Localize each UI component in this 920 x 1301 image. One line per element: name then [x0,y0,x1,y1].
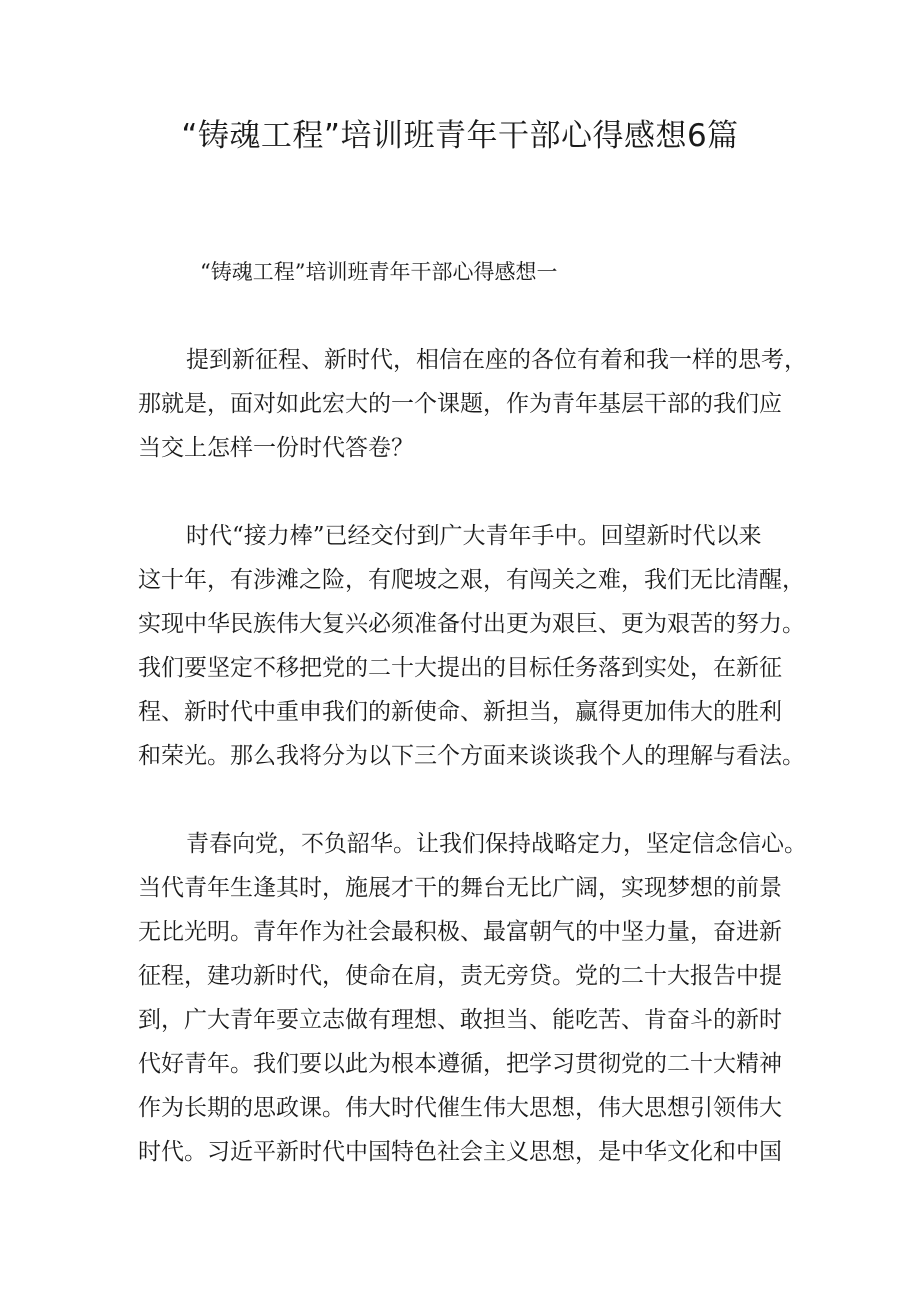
paragraph-line: 当交上怎样一份时代答卷？ [138,435,414,461]
paragraph-line: 程、新时代中重申我们的新使命、新担当，赢得更加伟大的胜利 [138,699,782,725]
paragraph-line: 青春向党，不负韶华。让我们保持战略定力，坚定信念信心。 [186,831,807,857]
paragraph-line: 时代“接力棒”已经交付到广大青年手中。回望新时代以来 [186,523,762,549]
paragraph-line: 我们要坚定不移把党的二十大提出的目标任务落到实处，在新征 [138,655,782,681]
section-subtitle: “铸魂工程”培训班青年干部心得感想一 [200,260,558,284]
paragraph-3 [138,822,807,1174]
paragraph-line: 那就是，面对如此宏大的一个课题，作为青年基层干部的我们应 [138,391,782,417]
paragraph-line: 这十年，有涉滩之险，有爬坡之艰，有闯关之难，我们无比清醒， [138,567,805,593]
paragraph-line: 和荣光。那么我将分为以下三个方面来谈谈我个人的理解与看法。 [138,743,805,769]
paragraph-1 [138,338,807,470]
paragraph-line: 征程，建功新时代，使命在肩，责无旁贷。党的二十大报告中提 [138,963,782,989]
paragraph-line: 到，广大青年要立志做有理想、敢担当、能吃苦、肯奋斗的新时 [138,1007,782,1033]
paragraph-line: 提到新征程、新时代，相信在座的各位有着和我一样的思考， [186,347,807,373]
paragraph-line: 当代青年生逢其时，施展才干的舞台无比广阔，实现梦想的前景 [138,875,782,901]
paragraph-line: 作为长期的思政课。伟大时代催生伟大思想，伟大思想引领伟大 [138,1095,782,1121]
paragraph-line: 代好青年。我们要以此为根本遵循，把学习贯彻党的二十大精神 [138,1051,782,1077]
paragraph-line: 时代。习近平新时代中国特色社会主义思想，是中华文化和中国 [138,1139,782,1165]
paragraph-2 [138,514,805,778]
document-body [138,338,807,1218]
paragraph-line: 无比光明。青年作为社会最积极、最富朝气的中坚力量，奋进新 [138,919,782,945]
paragraph-line: 实现中华民族伟大复兴必须准备付出更为艰巨、更为艰苦的努力。 [138,611,805,637]
document-title: “铸魂工程”培训班青年干部心得感想6篇 [181,118,739,154]
